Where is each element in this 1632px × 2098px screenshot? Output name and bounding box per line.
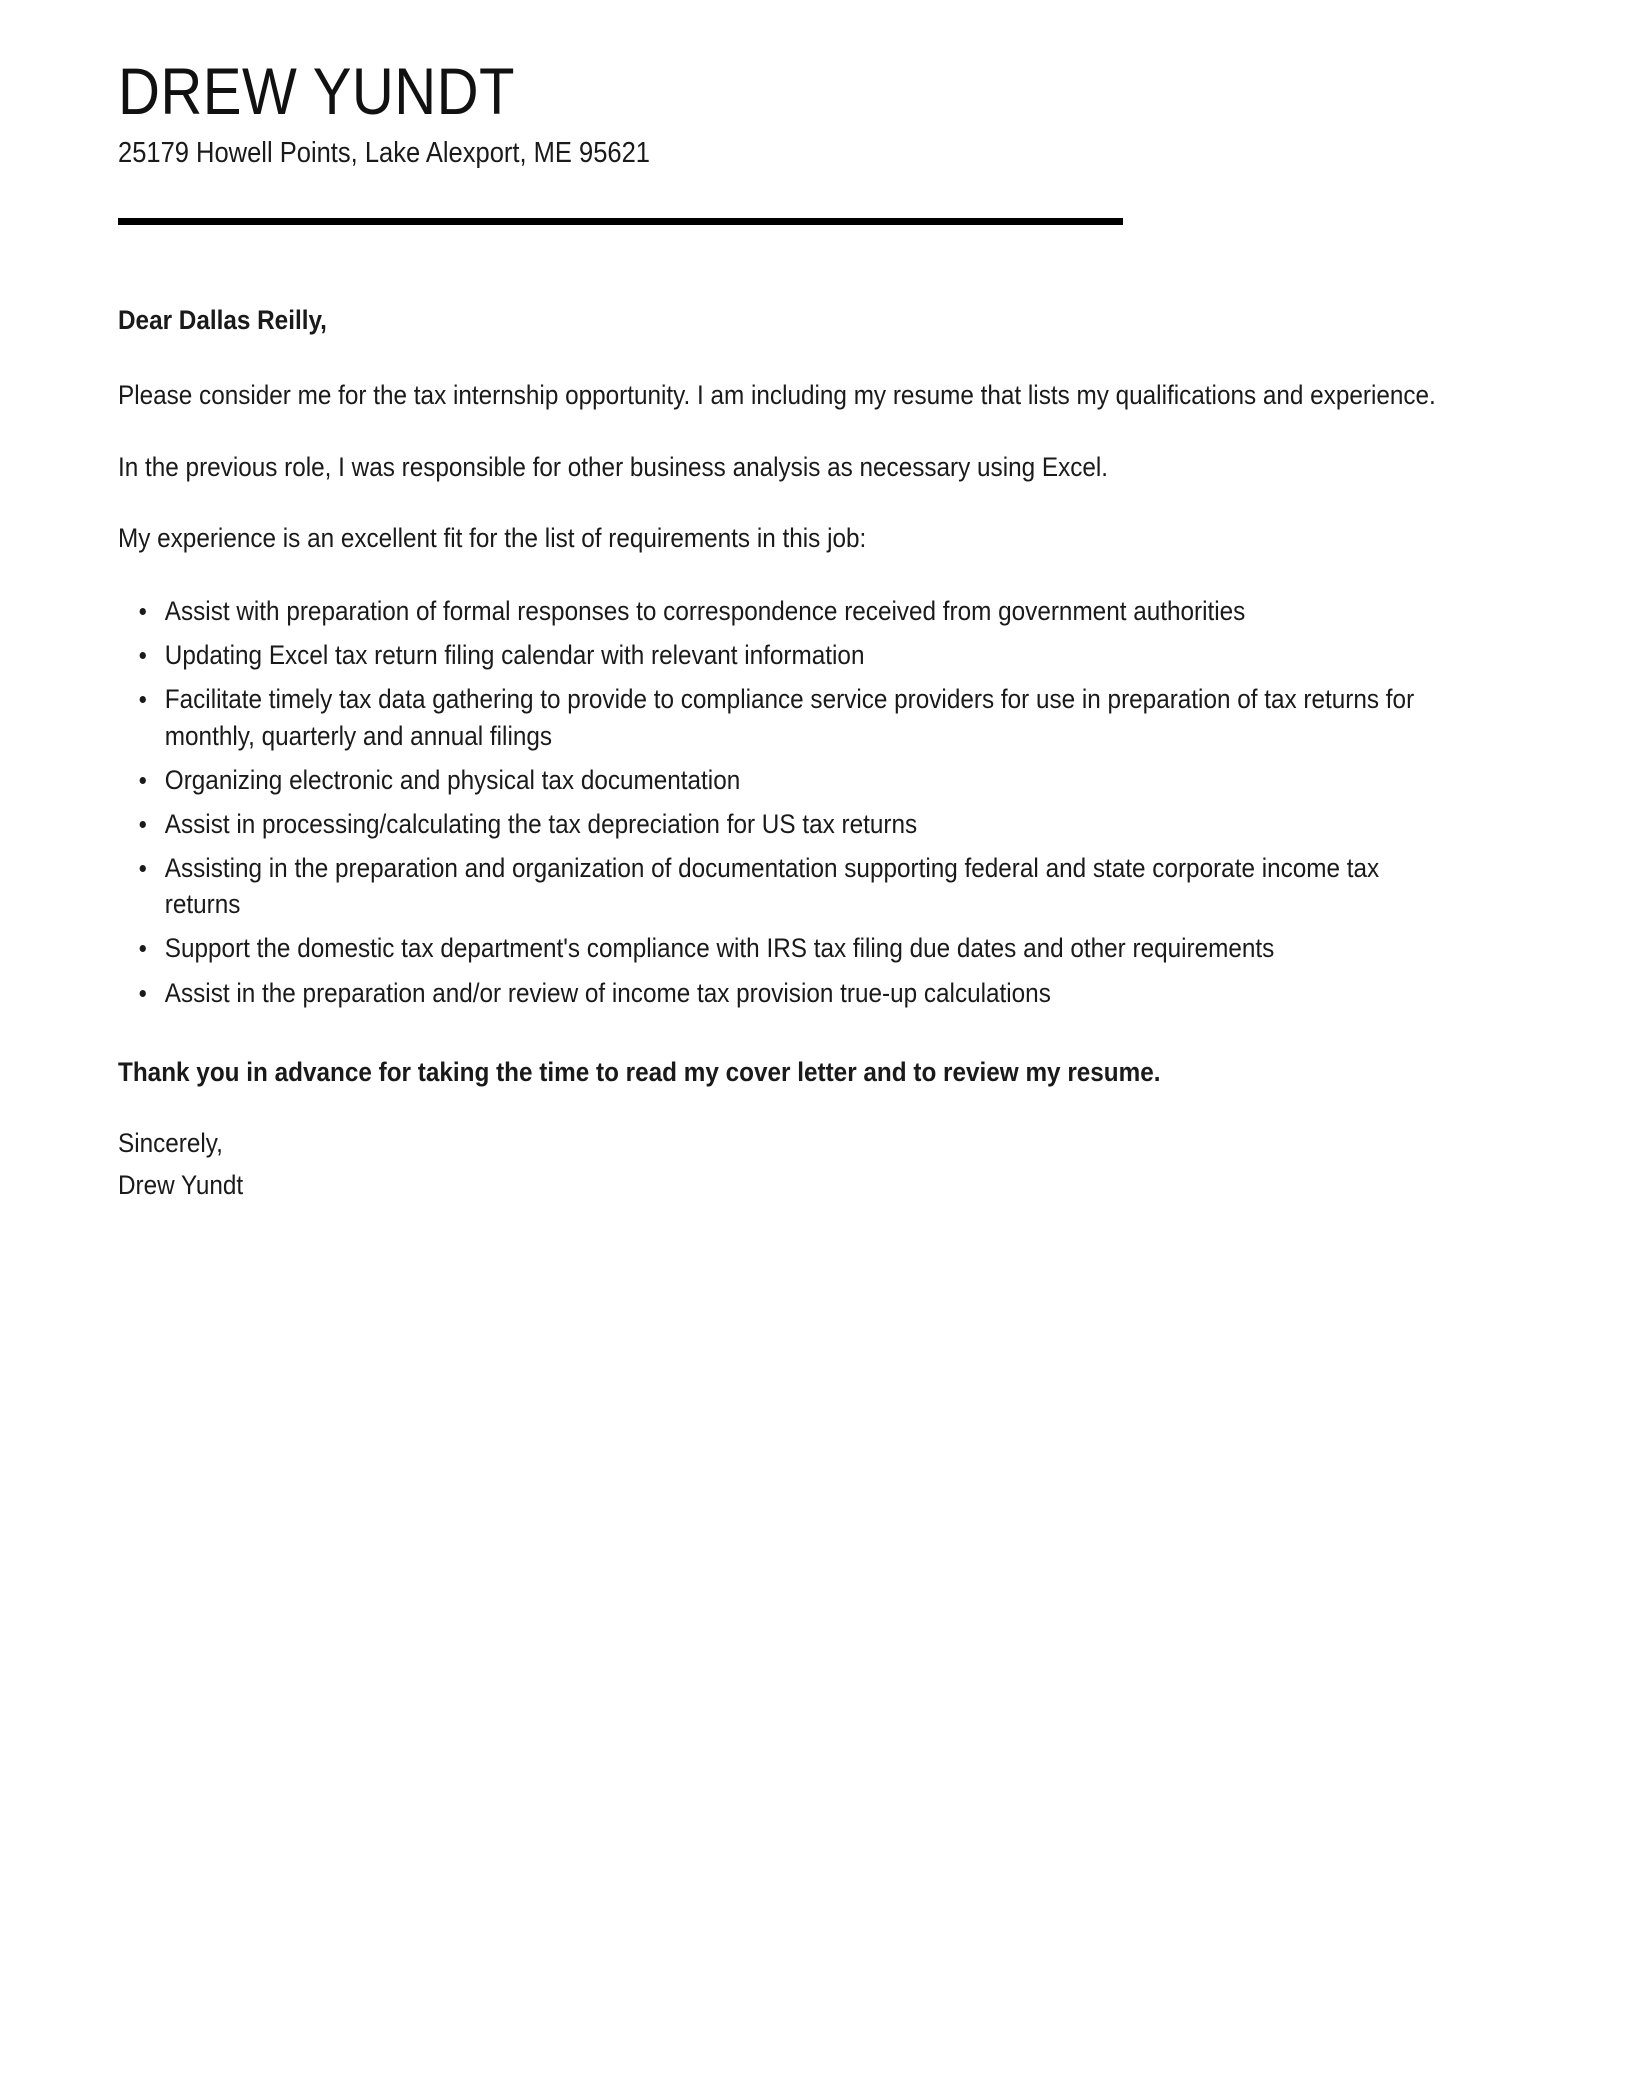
- paragraph-previous-role: In the previous role, I was responsible for other business analysis as necessary using Excel.: [118, 451, 1109, 482]
- list-item: Assist in the preparation and/or review of income tax provision true-up calculations: [118, 975, 1425, 1011]
- closing-salutation: Sincerely,: [118, 1128, 223, 1159]
- paragraph-requirements-lead: My experience is an excellent fit for the list of requirements in this job:: [118, 523, 867, 554]
- address-line: 25179 Howell Points, Lake Alexport, ME 95621: [118, 137, 651, 170]
- salutation: Dear Dallas Reilly,: [118, 304, 327, 335]
- letter-body: [118, 303, 1518, 1204]
- list-item: Assist in processing/calculating the tax depreciation for US tax returns: [118, 806, 1425, 842]
- requirements-list: [118, 593, 1519, 1011]
- signature-name: Drew Yundt: [118, 1170, 244, 1201]
- header-divider: [118, 218, 1123, 225]
- paragraph-intro: Please consider me for the tax internship opportunity. I am including my resume that lists my qualifications and experience.: [118, 380, 1436, 411]
- signature-block: [118, 1126, 1519, 1203]
- list-item: Updating Excel tax return filing calendar with relevant information: [118, 637, 1425, 673]
- page-title: DREW YUNDT: [118, 54, 515, 128]
- thank-you-line: Thank you in advance for taking the time to read my cover letter and to review my resume.: [118, 1056, 1161, 1087]
- list-item: Support the domestic tax department's compliance with IRS tax filing due dates and other requirements: [118, 930, 1425, 966]
- list-item: Assisting in the preparation and organization of documentation supporting federal and state corporate income tax returns: [118, 850, 1425, 922]
- list-item: Assist with preparation of formal responses to correspondence received from government authorities: [118, 593, 1425, 629]
- list-item: Organizing electronic and physical tax documentation: [118, 762, 1425, 798]
- list-item: Facilitate timely tax data gathering to provide to compliance service providers for use in preparation of tax returns for monthly, quarterly and annual filings: [118, 681, 1425, 753]
- letter-content: [118, 54, 1518, 1204]
